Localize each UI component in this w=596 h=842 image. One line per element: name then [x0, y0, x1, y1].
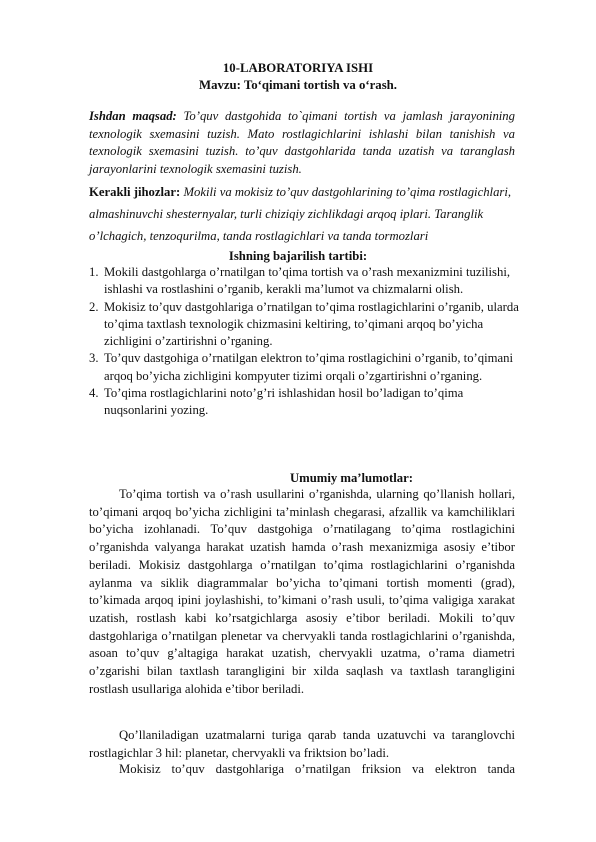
goal-paragraph	[89, 108, 515, 178]
goal-label: Ishdan maqsad:	[89, 109, 177, 123]
lab-title: 10-LABORATORIYA ISHI	[222, 61, 374, 75]
procedure-step	[89, 350, 525, 385]
step-text: Mokisiz to’quv dastgohlariga o’rnatilgan to’qima rostlagichlarini o’rganib, ularda to’qima taxtlash texnologik chizmasini keltiring, to’qimani arqoq bo’yicha zichligini o’zartirishni o’rganing.	[104, 299, 519, 349]
step-text: To’quv dastgohiga o’rnatilgan elektron to’qima rostlagichini o’rganib, to’qimani arqoq bo’yicha zichligini kompyuter tizimi orqali o’zgartirishni o’rganing.	[104, 351, 514, 383]
step-number: 2.	[89, 299, 99, 314]
procedure-step	[89, 385, 525, 420]
body-paragraph: Mokisiz to’quv dastgohlariga o’rnatilgan friksion va elektron tanda	[119, 762, 515, 776]
step-number: 4.	[89, 386, 99, 401]
tools-label: Kerakli jihozlar:	[89, 185, 181, 199]
body-paragraph: To’qima tortish va o’rash usullarini o’rganishda, ularning qo’llanish hollari, to’qimani arqoq bo’yicha zichligini ta’minlash chegarasi, afzallik va kamchiliklari bo’yicha izohlanadi. To’quv dastgohiga o’rnatilagang to’qima rostlagichini o’rganishda valyanga harakat uzatish hamda o’rash mexanizmiga asosiy e’tibor beriladi. Mokisiz dastgohlarga o’rnatilgan to’qima rostlagichlarini o’rganishda aylanma va siklik diagrammalar bo’yicha to’qimani tortish momenti (grad), to’kimada arqoq ipini joylashishi, to’kimani o’rash usuli, to’qima valigiga xarakat uzatish, rostlash kabi ko’rsatgichlarga asosiy e’tibor beriladi. Mokili to’quv dastgohlariga o’rnatilgan plenetar va chervyakli tanda rostlagichlarini o’rganishda, asoan to’quv g’altagiga harakat uzatish, chervyakli uzatma, o’rama diametri o’zgarishi bilan taxtlash tarangligini bir xilda saqlash va taxtlash tarangligini rostlash usullariga alohida e’tibor beriladi.	[89, 487, 515, 696]
step-text: Mokili dastgohlarga o’rnatilgan to’qima tortish va o’rash mexanizmini tuzilishi, ishlashi va rostlashini o’rganib, kerakli ma’lumot va chizmalarni olish.	[104, 265, 511, 297]
lab-topic: Mavzu: To‘qimani tortish va o‘rash.	[198, 78, 397, 92]
general-info-heading: Umumiy ma’lumotlar:	[290, 471, 413, 485]
procedure-step	[89, 299, 525, 351]
step-text: To’qima rostlagichlarini noto’g’ri ishlashidan hosil bo’ladigan to’qima nuqsonlarini yozing.	[104, 386, 464, 418]
tools-text: Mokili va mokisiz to’quv dastgohlarining to’qima rostlagichlari, almashinuvchi shesternyalar, turli chiziqiy zichlikdagi arqoq iplari. Taranglik o’lchagich, tenzoqurilma, tanda rostlagichlari va tanda tormozlari	[89, 185, 512, 243]
procedure-step	[89, 264, 525, 299]
tools-paragraph	[89, 181, 519, 247]
step-number: 3.	[89, 351, 99, 366]
step-number: 1.	[89, 265, 99, 279]
goal-text: To’quv dastgohida to`qimani tortish va jamlash jarayonining texnologik sxemasini tuzish. Mato rostlagichlarini ishlashi bilan tanishish va texnologik sxemasini tuzish. to’quv dastgohlarida tanda uzatish va taranglash jarayonlarini texnologik sxemasini tuzish.	[89, 109, 515, 176]
procedure-heading: Ishning bajarilish tartibi:	[228, 249, 368, 263]
procedure-steps	[89, 264, 525, 420]
body-paragraph: Qo’llaniladigan uzatmalarni turiga qarab tanda uzatuvchi va taranglovchi rostlagichlar 3 hil: planetar, chervyakli va friktsion bo’ladi.	[89, 728, 515, 760]
